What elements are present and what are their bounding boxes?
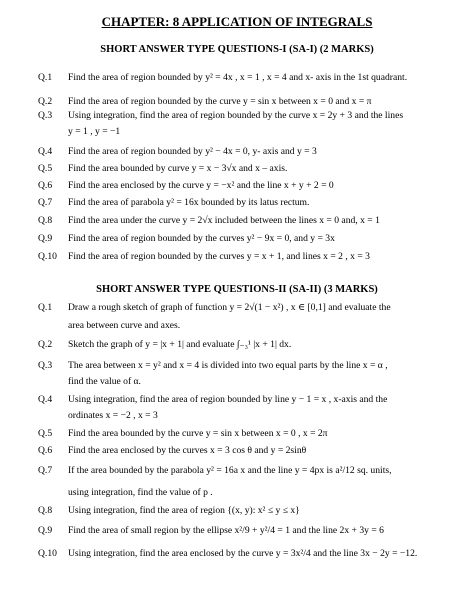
question-continuation: y = 1 , y = −1 xyxy=(68,126,121,137)
question-number: Q.3 xyxy=(38,110,53,121)
question-text: Find the area enclosed by the curve y = −x² and the line x + y + 2 = 0 xyxy=(68,180,334,191)
question-continuation: find the value of α. xyxy=(68,376,141,387)
question-text: Sketch the graph of y = |x + 1| and evaluate ∫₋₃¹ |x + 1| dx. xyxy=(68,339,292,350)
question-number: Q.4 xyxy=(38,394,53,405)
question-text: Draw a rough sketch of graph of function y = 2√(1 − x²) , x ∈ [0,1] and evaluate the xyxy=(68,302,391,313)
question-number: Q.10 xyxy=(38,548,57,559)
question-number: Q.6 xyxy=(38,180,53,191)
question-text: If the area bounded by the parabola y² = 16a x and the line y = 4px is a²/12 sq. units, xyxy=(68,465,392,476)
question-text: Using integration, find the area enclosed by the curve y = 3x²/4 and the line 3x − 2y = −12. xyxy=(68,548,418,559)
question-text: Find the area bounded by the curve y = sin x between x = 0 , x = 2π xyxy=(68,428,328,439)
question-text: Find the area of region bounded by the curves y = x + 1, and lines x = 2 , x = 3 xyxy=(68,251,370,262)
question-continuation: using integration, find the value of p . xyxy=(68,487,213,498)
question-text: Find the area under the curve y = 2√x included between the lines x = 0 and, x = 1 xyxy=(68,215,380,226)
question-text: Find the area enclosed by the curves x = 3 cos θ and y = 2sinθ xyxy=(68,445,307,456)
question-number: Q.9 xyxy=(38,233,53,244)
question-number: Q.6 xyxy=(38,445,53,456)
question-number: Q.2 xyxy=(38,96,53,107)
question-text: Find the area bounded by curve y = x − 3√x and x – axis. xyxy=(68,163,288,174)
question-continuation: ordinates x = −2 , x = 3 xyxy=(68,410,158,421)
question-text: Using integration, find the area of region {(x, y): x² ≤ y ≤ x} xyxy=(68,505,300,516)
question-text: Find the area of region bounded by y² = 4x , x = 1 , x = 4 and x- axis in the 1st quadrant. xyxy=(68,72,408,83)
question-number: Q.4 xyxy=(38,146,53,157)
question-number: Q.8 xyxy=(38,215,53,226)
question-text: Find the area of parabola y² = 16x bounded by its latus rectum. xyxy=(68,197,310,208)
question-text: Using integration, find the area of region bounded by the curve x = 2y + 3 and the lines xyxy=(68,110,404,121)
chapter-title: CHAPTER: 8 APPLICATION OF INTEGRALS xyxy=(101,14,373,29)
question-number: Q.5 xyxy=(38,163,53,174)
question-text: The area between x = y² and x = 4 is divided into two equal parts by the line x = α , xyxy=(68,360,388,371)
question-number: Q.10 xyxy=(38,251,57,262)
question-number: Q.2 xyxy=(38,339,53,350)
question-number: Q.9 xyxy=(38,525,53,536)
question-number: Q.1 xyxy=(38,302,53,313)
section2-heading: SHORT ANSWER TYPE QUESTIONS-II (SA-II) (3 MARKS) xyxy=(96,284,378,295)
question-text: Find the area of region bounded by the curve y = sin x between x = 0 and x = π xyxy=(68,96,372,107)
question-number: Q.5 xyxy=(38,428,53,439)
question-number: Q.3 xyxy=(38,360,53,371)
question-text: Find the area of small region by the ellipse x²/9 + y²/4 = 1 and the line 2x + 3y = 6 xyxy=(68,525,384,536)
question-text: Find the area of region bounded by y² − 4x = 0, y- axis and y = 3 xyxy=(68,146,317,157)
question-text: Using integration, find the area of region bounded by line y − 1 = x , x-axis and the xyxy=(68,394,388,405)
question-number: Q.7 xyxy=(38,197,53,208)
question-continuation: area between curve and axes. xyxy=(68,320,181,331)
question-number: Q.8 xyxy=(38,505,53,516)
question-text: Find the area of region bounded by the curves y² − 9x = 0, and y = 3x xyxy=(68,233,335,244)
question-number: Q.7 xyxy=(38,465,53,476)
section1-heading: SHORT ANSWER TYPE QUESTIONS-I (SA-I) (2 MARKS) xyxy=(100,44,374,55)
question-number: Q.1 xyxy=(38,72,53,83)
